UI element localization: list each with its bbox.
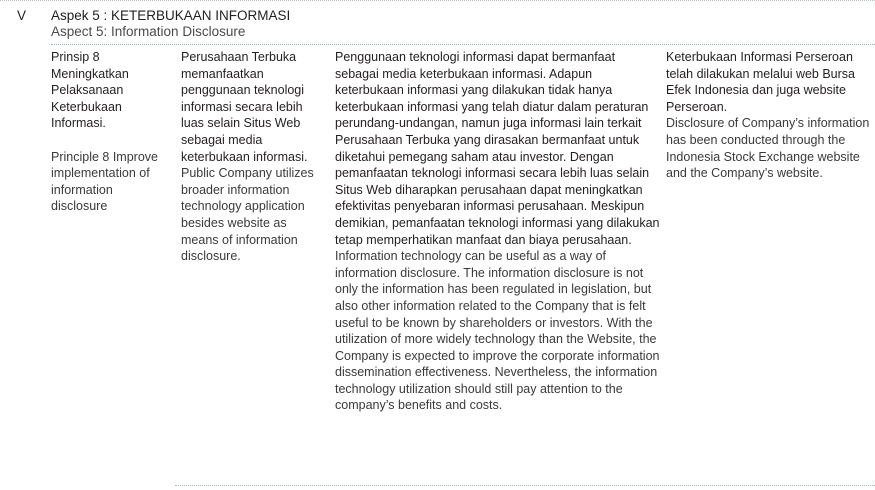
top-divider xyxy=(0,0,875,1)
principle-column xyxy=(51,49,169,215)
principle-text-en: Principle 8 Improve implementation of information disclosure xyxy=(51,149,158,214)
recommendation-text-en: Public Company utilizes broader information technology application besides website as means of information disclosure. xyxy=(181,166,314,264)
recommendation-column xyxy=(181,49,321,265)
section-numeral: V xyxy=(17,8,27,23)
explanation-column xyxy=(335,49,660,414)
recommendation-text-id: Perusahaan Terbuka memanfaatkan penggunaan teknologi informasi secara lebih luas selain Situs Web sebagai media keterbukaan informasi. xyxy=(181,50,308,164)
explanation-text-id: Penggunaan teknologi informasi dapat bermanfaat sebagai media keterbukaan informasi. Adapun keterbukaan informasi yang dilakukan tidak hanya keterbukaan informasi yang telah diatur dalam peraturan perundang-undangan, namun juga informasi lain terkait Perusahaan Terbuka yang dirasakan bermanfaat untuk diketahui pemegang saham atau investor. Dengan pemanfaatan teknologi informasi secara lebih luas selain Situs Web diharapkan perusahaan dapat meningkatkan efektivitas penyebaran informasi perusahaan. Meskipun demikian, pemanfaatan teknologi informasi yang dilakukan tetap memperhatikan manfaat dan biaya perusahaan. xyxy=(335,50,660,247)
implementation-column xyxy=(666,49,875,182)
principle-text-id: Prinsip 8 Meningkatkan Pelaksanaan Keterbukaan Informasi. xyxy=(51,50,129,131)
implementation-text-id: Keterbukaan Informasi Perseroan telah dilakukan melalui web Bursa Efek Indonesia dan juga website Perseroan. xyxy=(666,50,855,114)
header-divider xyxy=(51,44,875,45)
implementation-text-en: Disclosure of Company’s information has been conducted through the Indonesia Stock Exchange website and the Company’s website. xyxy=(666,116,870,181)
aspect-title: Aspek 5 : KETERBUKAAN INFORMASI xyxy=(51,8,291,23)
explanation-text-en: Information technology can be useful as a way of information disclosure. The information disclosure is not only the information has been regulated in legislation, but also other information related to the Company that is felt useful to be known by shareholders or investors. With the utilization of more widely technology than the Website, the Company is expected to improve the corporate information dissemination effectiveness. Nevertheless, the information technology utilization should still pay attention to the company’s benefits and costs. xyxy=(335,249,660,413)
row-bottom-divider xyxy=(175,485,875,486)
aspect-subtitle: Aspect 5: Information Disclosure xyxy=(51,24,246,39)
